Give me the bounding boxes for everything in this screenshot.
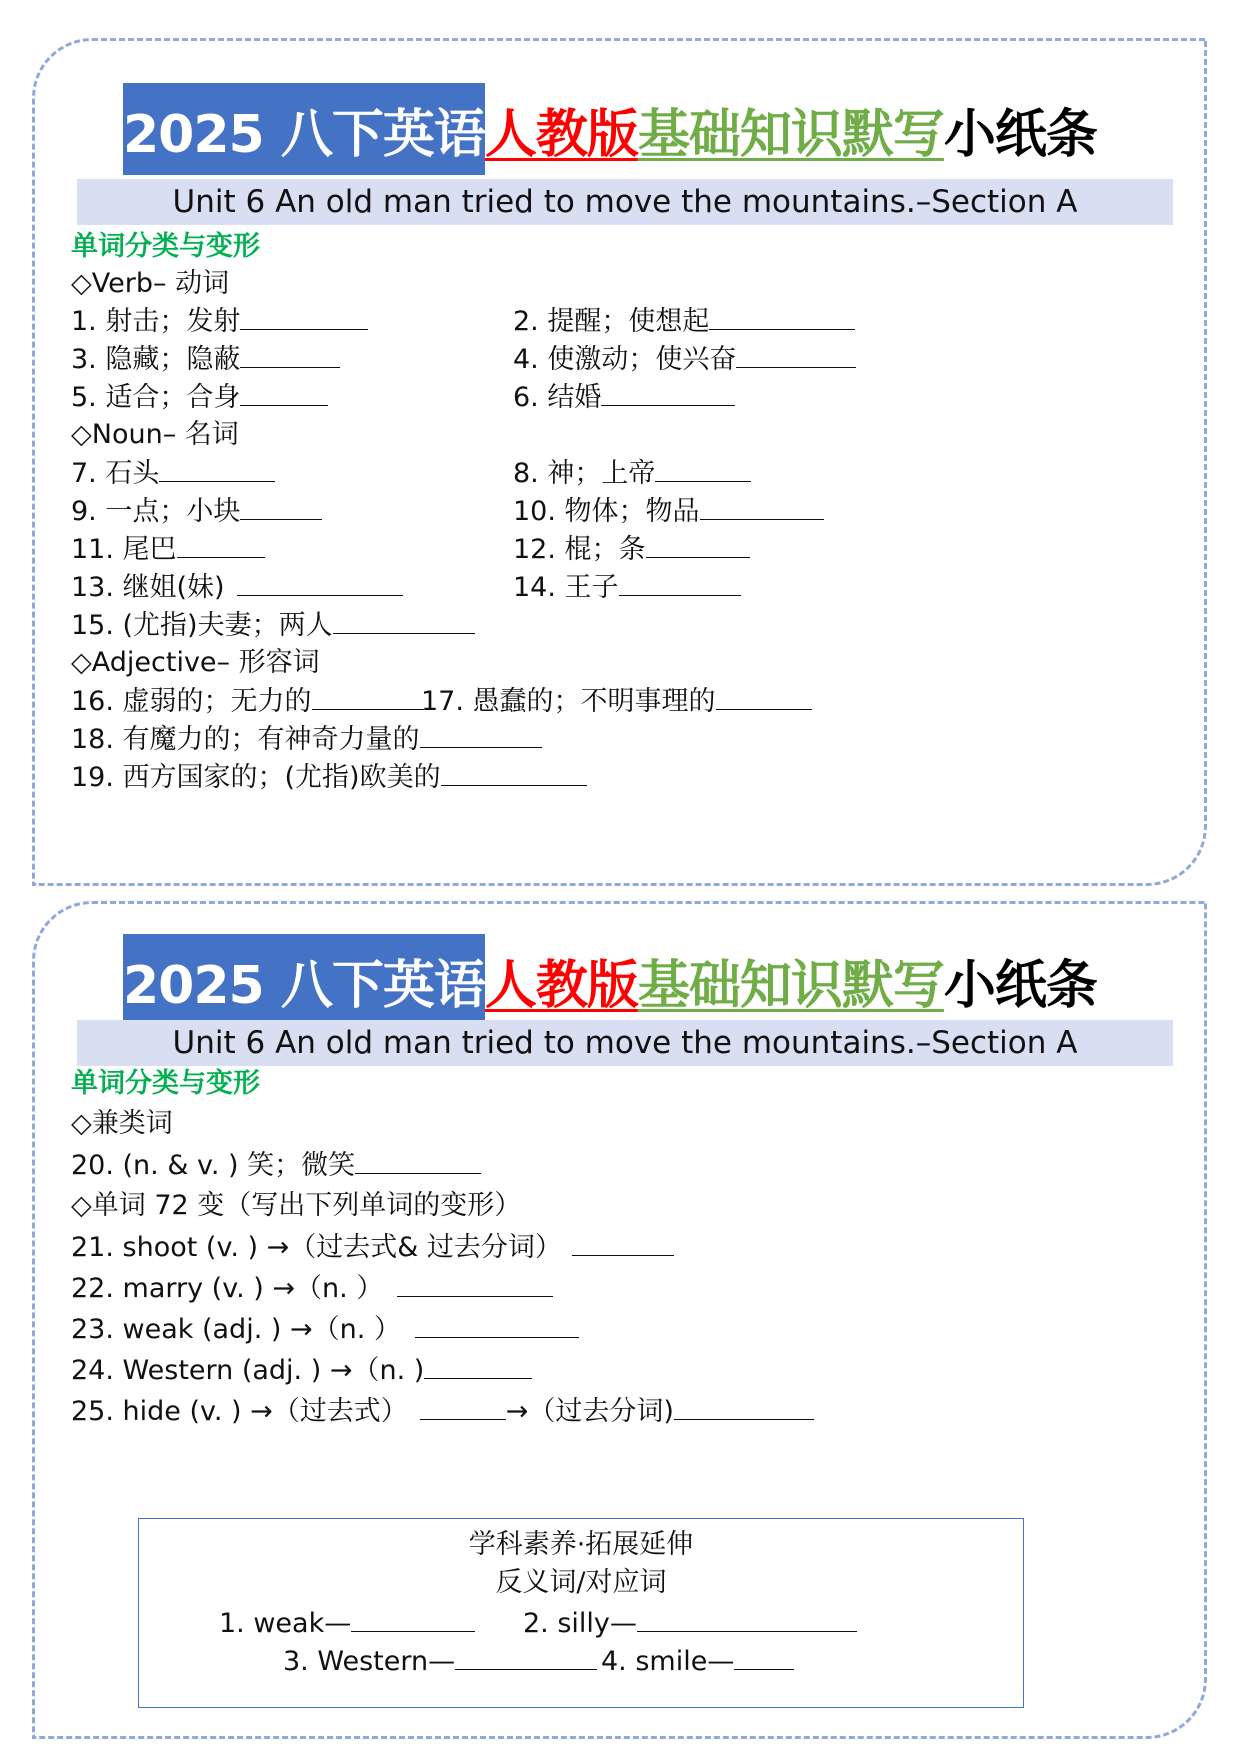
item-18: 18. 有魔力的；有神奇力量的 [71,721,542,758]
answer-blank[interactable] [572,1229,674,1256]
answer-blank[interactable] [240,493,322,520]
answer-blank[interactable] [709,303,855,330]
item-1: 1. 射击；发射 [71,303,368,340]
answer-blank[interactable] [716,683,812,710]
header-suffix: 小纸条 [943,104,1097,165]
answer-blank[interactable] [674,1393,814,1420]
item-17: 17. 愚蠢的；不明事理的 [421,683,812,720]
section-title: 单词分类与变形 [71,231,260,262]
header-title [123,934,1097,1026]
header-topic: 基础知识默写 [637,955,944,1016]
item-21: 21. shoot (v. ) →（过去式& 过去分词） [71,1229,674,1266]
item-15: 15. (尤指)夫妻；两人 [71,607,475,644]
item-7: 7. 石头 [71,455,275,492]
multi-class-heading: ◇兼类词 [71,1108,173,1139]
item-20: 20. (n. & v. ) 笑；微笑 [71,1147,481,1184]
answer-blank[interactable] [455,1643,597,1670]
header-suffix: 小纸条 [943,955,1097,1016]
answer-blank[interactable] [736,341,856,368]
item-8: 8. 神；上帝 [513,455,751,492]
answer-blank[interactable] [646,531,750,558]
adj-heading: ◇Adjective– 形容词 [71,647,320,678]
card-bottom [32,901,1207,1739]
answer-blank[interactable] [655,455,751,482]
header-edition: 人教版 [484,104,638,165]
extension-box [138,1518,1024,1708]
unit-title: Unit 6 An old man tried to move the mountains.–Section A [77,1020,1173,1066]
answer-blank[interactable] [351,1605,475,1632]
noun-heading: ◇Noun– 名词 [71,419,239,450]
answer-blank[interactable] [415,1311,579,1338]
answer-blank[interactable] [601,379,735,406]
answer-blank[interactable] [397,1270,553,1297]
answer-blank[interactable] [333,607,475,634]
item-5: 5. 适合；合身 [71,379,328,416]
extension-title: 学科素养·拓展延伸 [468,1529,694,1560]
answer-blank[interactable] [424,1352,532,1379]
item-10: 10. 物体；物品 [513,493,824,530]
item-14: 14. 王子 [513,569,741,606]
answer-blank[interactable] [734,1643,794,1670]
item-12: 12. 棍；条 [513,531,750,568]
item-16: 16. 虚弱的；无力的 [71,683,424,720]
antonym-1: 1. weak— [219,1605,475,1642]
verb-heading: ◇Verb– 动词 [71,268,230,299]
answer-blank[interactable] [240,303,368,330]
word-change-heading: ◇单词 72 变（写出下列单词的变形） [71,1190,522,1221]
antonym-4: 4. smile— [601,1643,794,1680]
antonym-3: 3. Western— [283,1643,597,1680]
header-title [123,83,1097,175]
item-19: 19. 西方国家的；(尤指)欧美的 [71,759,587,796]
antonym-2: 2. silly— [523,1605,857,1642]
item-13: 13. 继姐(妹) [71,569,403,606]
answer-blank[interactable] [441,759,587,786]
item-4: 4. 使激动；使兴奋 [513,341,856,378]
item-9: 9. 一点；小块 [71,493,322,530]
answer-blank[interactable] [420,721,542,748]
card-top [32,38,1207,886]
answer-blank[interactable] [619,569,741,596]
answer-blank[interactable] [177,531,265,558]
answer-blank[interactable] [355,1147,481,1174]
extension-subtitle: 反义词/对应词 [495,1567,667,1598]
item-23: 23. weak (adj. ) →（n. ） [71,1311,579,1348]
header-topic: 基础知识默写 [637,104,944,165]
unit-title: Unit 6 An old man tried to move the mountains.–Section A [77,179,1173,225]
header-year-subject: 2025 八下英语 [123,934,485,1026]
item-6: 6. 结婚 [513,379,735,416]
item-22: 22. marry (v. ) →（n. ） [71,1270,553,1307]
header-edition: 人教版 [484,955,638,1016]
answer-blank[interactable] [312,683,424,710]
answer-blank[interactable] [237,569,403,596]
item-11: 11. 尾巴 [71,531,265,568]
item-2: 2. 提醒；使想起 [513,303,855,340]
answer-blank[interactable] [420,1393,506,1420]
item-25: 25. hide (v. ) →（过去式） →（过去分词) [71,1393,814,1430]
answer-blank[interactable] [637,1605,857,1632]
answer-blank[interactable] [159,455,275,482]
answer-blank[interactable] [700,493,824,520]
section-title: 单词分类与变形 [71,1068,260,1099]
answer-blank[interactable] [240,379,328,406]
item-3: 3. 隐藏；隐蔽 [71,341,340,378]
header-year-subject: 2025 八下英语 [123,83,485,175]
item-24: 24. Western (adj. ) →（n. ) [71,1352,532,1389]
answer-blank[interactable] [240,341,340,368]
